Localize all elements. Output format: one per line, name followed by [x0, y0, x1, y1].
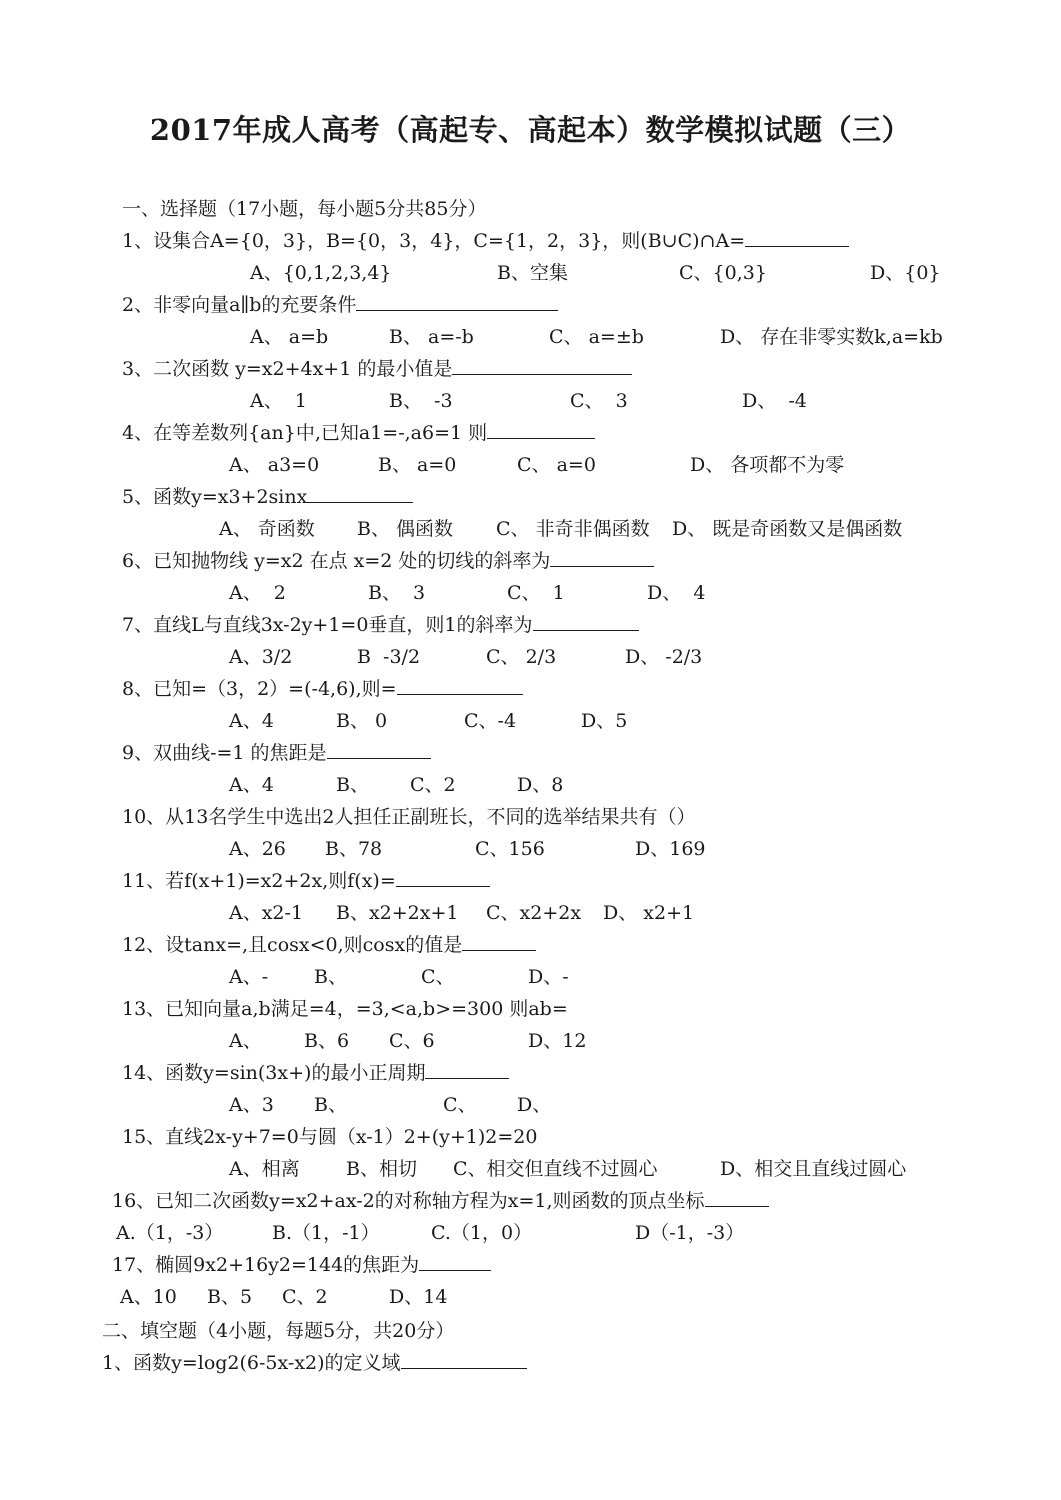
option-b: B、5 [207, 1286, 253, 1308]
option-d: D、 各项都不为零 [690, 454, 845, 476]
option-d: D、 x2+1 [603, 902, 695, 924]
option-d: D、169 [635, 838, 706, 860]
exam-title: 2017年成人高考（高起专、高起本）数学模拟试题（三） [149, 113, 912, 147]
option-b: B、 a=-b [389, 326, 474, 348]
option-d: D、 存在非零实数k,a=kb [720, 326, 943, 348]
question-text: 12、设tanx=,且cosx<0,则cosx的值是 [122, 934, 463, 956]
option-c: C、 2/3 [486, 646, 557, 668]
option-a: A、x2-1 [229, 902, 304, 924]
answer-blank [550, 548, 654, 567]
option-a: A、3/2 [229, 646, 293, 668]
answer-blank [397, 676, 523, 695]
answer-blank [462, 932, 536, 951]
option-b: B、 -3 [389, 390, 453, 412]
option-b: B、 [314, 966, 347, 988]
question-13: 13、已知向量a,b满足=4，=3,<a,b>=300 则ab= [122, 998, 568, 1020]
option-d: D、5 [581, 710, 628, 732]
option-d: D、 -4 [742, 390, 807, 412]
option-a: A、{0,1,2,3,4} [250, 262, 392, 284]
option-c: C、6 [389, 1030, 435, 1052]
option-a: A、- [229, 966, 269, 988]
option-a: A、4 [229, 774, 274, 796]
question-16 [112, 1188, 769, 1214]
option-b: B、 偶函数 [357, 518, 454, 540]
option-b: B、 3 [368, 582, 426, 604]
section-header-choice: 一、选择题（17小题，每小题5分共85分） [122, 198, 487, 220]
option-d: D、- [528, 966, 569, 988]
question-text: 2、非零向量a∥b的充要条件 [122, 294, 357, 316]
answer-blank [307, 484, 413, 503]
option-d: D、14 [389, 1286, 448, 1308]
question-text: 5、函数y=x3+2sinx [122, 486, 308, 508]
option-a: A、相离 [229, 1158, 300, 1180]
option-d: D、 [517, 1094, 552, 1116]
question-11 [122, 868, 490, 894]
question-text: 6、已知抛物线 y=x2 在点 x=2 处的切线的斜率为 [122, 550, 551, 572]
question-17 [112, 1252, 491, 1278]
section-header-fill: 二、填空题（4小题，每题5分，共20分） [102, 1320, 455, 1342]
option-d: D、 4 [647, 582, 706, 604]
question-10: 10、从13名学生中选出2人担任正副班长，不同的选举结果共有（） [122, 806, 696, 828]
option-c: C、x2+2x [486, 902, 582, 924]
question-text: 7、直线L与直线3x-2y+1=0垂直，则1的斜率为 [122, 614, 533, 636]
option-b: B、x2+2x+1 [336, 902, 459, 924]
option-d: D、12 [528, 1030, 587, 1052]
option-a: A、26 [229, 838, 286, 860]
option-b: B、78 [325, 838, 383, 860]
question-text: 14、函数y=sin(3x+)的最小正周期 [122, 1062, 426, 1084]
option-d: D、{0} [870, 262, 941, 284]
question-4 [122, 420, 595, 446]
answer-blank [452, 356, 632, 375]
option-d: D（-1，-3） [635, 1222, 745, 1244]
question-text: 8、已知=（3，2）=(-4,6),则= [122, 678, 397, 700]
option-c: C、 3 [570, 390, 628, 412]
question-text: 17、椭圆9x2+16y2=144的焦距为 [112, 1254, 420, 1276]
option-c: C、 [421, 966, 455, 988]
option-a: A、4 [229, 710, 274, 732]
option-d: D、 既是奇函数又是偶函数 [672, 518, 903, 540]
question-text: 16、已知二次函数y=x2+ax-2的对称轴方程为x=1,则函数的顶点坐标 [112, 1190, 705, 1212]
option-a: A、 1 [250, 390, 307, 412]
question-8 [122, 676, 523, 702]
question-9 [122, 740, 431, 766]
option-d: D、 -2/3 [625, 646, 703, 668]
question-12 [122, 932, 536, 958]
option-b: B、 [336, 774, 369, 796]
answer-blank [419, 1252, 491, 1271]
question-3 [122, 356, 632, 382]
question-6 [122, 548, 654, 574]
question-1 [122, 228, 849, 254]
question-text: 4、在等差数列{an}中,已知a1=-,a6=1 则 [122, 422, 488, 444]
fill-question-1 [102, 1350, 527, 1376]
answer-blank [487, 420, 595, 439]
option-b: B、 a=0 [378, 454, 457, 476]
option-b: B、6 [304, 1030, 350, 1052]
answer-blank [533, 612, 639, 631]
option-a: A、 2 [229, 582, 286, 604]
option-a: A、 a=b [250, 326, 329, 348]
option-c: C、156 [475, 838, 545, 860]
option-b: B、 [314, 1094, 347, 1116]
option-c: C、2 [282, 1286, 328, 1308]
option-c: C、 1 [507, 582, 565, 604]
answer-blank [396, 868, 490, 887]
answer-blank [425, 1060, 509, 1079]
option-d: D、相交且直线过圆心 [720, 1158, 907, 1180]
option-c: C.（1，0） [431, 1222, 533, 1244]
option-a: A、3 [229, 1094, 274, 1116]
option-a: A、 a3=0 [229, 454, 320, 476]
option-d: D、8 [517, 774, 564, 796]
option-a: A.（1，-3） [116, 1222, 224, 1244]
question-text: 11、若f(x+1)=x2+2x,则f(x)= [122, 870, 396, 892]
question-14 [122, 1060, 509, 1086]
option-a: A、10 [120, 1286, 177, 1308]
answer-blank [356, 292, 558, 311]
option-c: C、{0,3} [679, 262, 767, 284]
option-a: A、 [229, 1030, 262, 1052]
option-c: C、 a=0 [517, 454, 596, 476]
option-b: B、相切 [346, 1158, 417, 1180]
question-15: 15、直线2x-y+7=0与圆（x-1）2+(y+1)2=20 [122, 1126, 538, 1148]
question-5 [122, 484, 413, 510]
answer-blank [327, 740, 431, 759]
question-text: 1、设集合A={0，3}，B={0，3，4}，C={1，2，3}，则(B∪C)∩A= [122, 230, 746, 252]
option-c: C、2 [410, 774, 456, 796]
option-b: B -3/2 [357, 646, 421, 668]
question-2 [122, 292, 558, 318]
option-c: C、 非奇非偶函数 [496, 518, 650, 540]
option-c: C、 [443, 1094, 477, 1116]
option-c: C、-4 [464, 710, 517, 732]
question-7 [122, 612, 639, 638]
answer-blank [401, 1350, 527, 1369]
option-b: B、 0 [336, 710, 388, 732]
option-c: C、相交但直线不过圆心 [453, 1158, 658, 1180]
answer-blank [745, 228, 849, 247]
answer-blank [705, 1188, 769, 1207]
question-text: 9、双曲线-=1 的焦距是 [122, 742, 327, 764]
option-a: A、 奇函数 [219, 518, 315, 540]
question-text: 3、二次函数 y=x2+4x+1 的最小值是 [122, 358, 453, 380]
option-b: B、空集 [497, 262, 568, 284]
question-text: 1、函数y=log2(6-5x-x2)的定义域 [102, 1352, 401, 1374]
option-c: C、 a=±b [549, 326, 644, 348]
option-b: B.（1，-1） [272, 1222, 380, 1244]
